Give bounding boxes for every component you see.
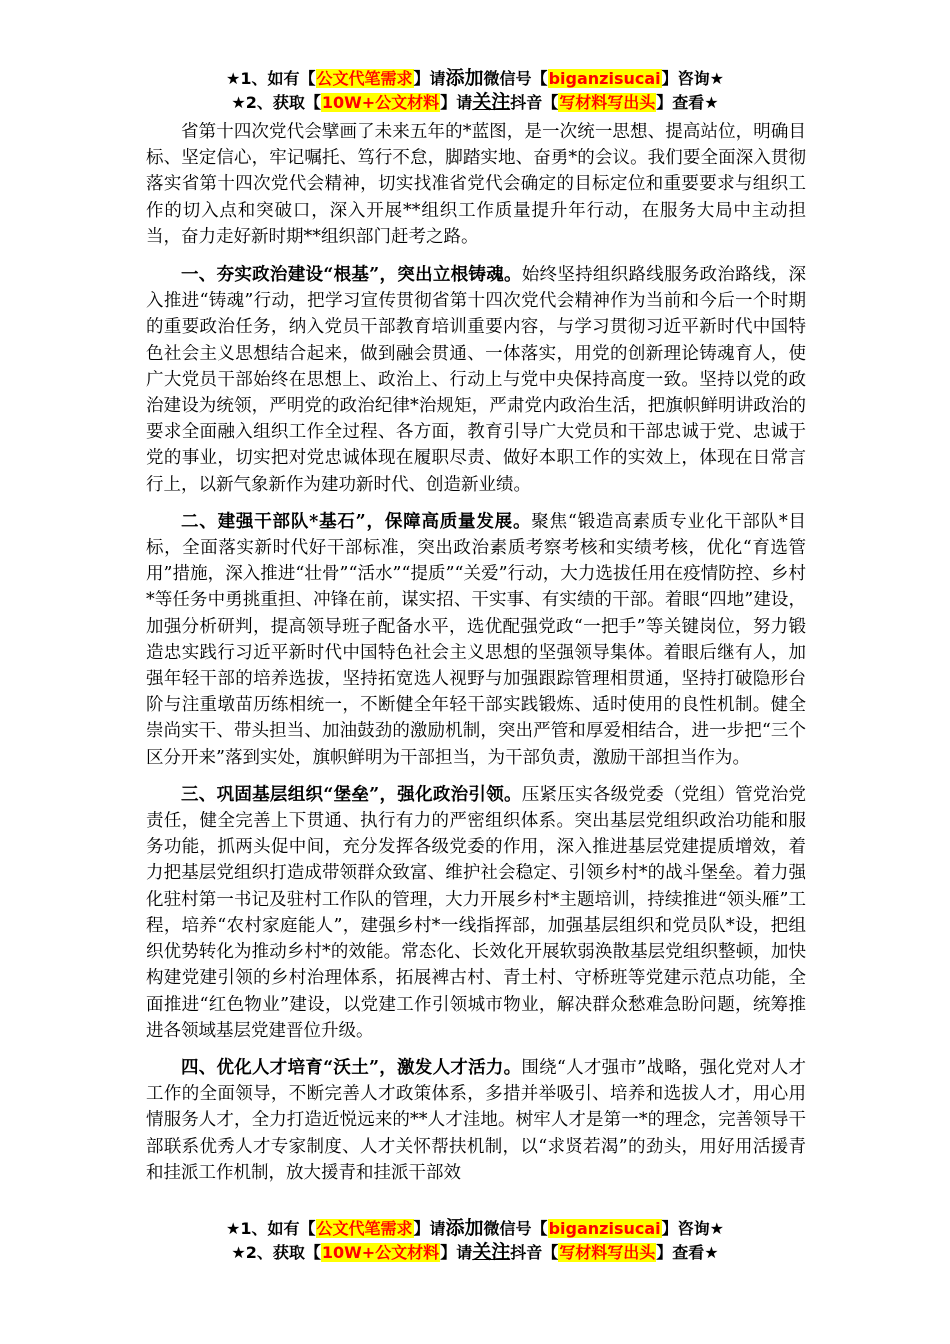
banner-line-1: [0, 1216, 950, 1240]
section-heading: 一、夯实政治建设“根基”，突出立根铸魂。: [181, 265, 522, 286]
banner-text: 抖音【: [510, 1243, 559, 1262]
highlight-douyin-account: 写材料写出头: [559, 1243, 656, 1262]
section-body: 围绕“人才强市”战略，强化党对人才工作的全面领导，不断完善人才政策体系，多措并举吸引、培养和选拔人才，用心用情服务人才，全力打造近悦远来的**人才洼地。树牢人才是第一*的理念，完善领导干部联系优秀人才专家制度、人才关怀帮扶机制，以“求贤若渴”的劲头，用好用活援青和挂派工作机制，放大援青和挂派干部效: [146, 1057, 806, 1183]
header-banner: [0, 66, 950, 114]
banner-text: 】咨询★: [661, 69, 724, 88]
banner-emphasis: 关注: [472, 1241, 511, 1263]
footer-banner: [0, 1216, 950, 1264]
highlight-materials: 10W+公文材料: [321, 93, 440, 112]
banner-text: 】请: [413, 69, 446, 88]
banner-text: 微信号【: [483, 69, 548, 88]
highlight-service: 公文代笔需求: [316, 69, 413, 88]
section-body: 聚焦“锻造高素质专业化干部队*目标，全面落实新时代好干部标准，突出政治素质考察考核和实绩考核，优化“育选管用”措施，深入推进“壮骨”“活水”“提质”“关爱”行动，大力选拔任用在疫情防控、乡村*等任务中勇挑重担、冲锋在前，谋实招、干实事、有实绩的干部。着眼“四地”建设，加强分析研判，提高领导班子配备水平，选优配强党政“一把手”等关键岗位，努力锻造忠实践行习近平新时代中国特色社会主义思想的坚强领导集体。着眼后继有人，加强年轻干部的培养选拔，坚持拓宽选人视野与加强跟踪管理相贯通，坚持打破隐形台阶与注重墩苗历练相统一，不断健全年轻干部实践锻炼、适时使用的良性机制。健全崇尚实干、带头担当、加油鼓劲的激励机制，突出严管和厚爱相结合，进一步把“三个区分开来”落到实处，旗帜鲜明为干部担当，为干部负责，激励干部担当作为。: [146, 511, 806, 768]
banner-text: 】请: [413, 1219, 446, 1238]
banner-line-1: [0, 66, 950, 90]
section-paragraph-4: [146, 1055, 806, 1186]
highlight-materials: 10W+公文材料: [321, 1243, 440, 1262]
banner-emphasis: 添加: [445, 67, 484, 89]
banner-emphasis: 关注: [472, 91, 511, 113]
section-body: 始终坚持组织路线服务政治路线，深入推进“铸魂”行动，把学习宣传贯彻省第十四次党代会精神作为当前和今后一个时期的重要政治任务，纳入党员干部教育培训重要内容，与学习贯彻习近平新时代中国特色社会主义思想结合起来，做到融会贯通、一体落实，用党的创新理论铸魂育人，使广大党员干部始终在思想上、政治上、行动上与党中央保持高度一致。坚持以党的政治建设为统领，严明党的政治纪律*治规矩，严肃党内政治生活，把旗帜鲜明讲政治的要求全面融入组织工作全过程、各方面，教育引导广大党员和干部忠诚于党、忠诚于党的事业，切实把对党忠诚体现在履职尽责、做好本职工作的实效上，体现在日常言行上，以新气象新作为建功新时代、创造新业绩。: [146, 265, 806, 495]
banner-text: 微信号【: [483, 1219, 548, 1238]
highlight-douyin-account: 写材料写出头: [559, 93, 656, 112]
section-paragraph-1: [146, 262, 806, 498]
banner-text: ★1、如有【: [226, 69, 316, 88]
section-heading: 二、建强干部队*基石”，保障高质量发展。: [181, 511, 532, 532]
banner-line-2: [0, 90, 950, 114]
banner-text: 抖音【: [510, 93, 559, 112]
highlight-service: 公文代笔需求: [316, 1219, 413, 1238]
banner-text: 】咨询★: [661, 1219, 724, 1238]
banner-text: ★2、获取【: [231, 1243, 321, 1262]
document-body: [146, 119, 806, 1197]
banner-line-2: [0, 1240, 950, 1264]
banner-text: 】查看★: [656, 1243, 719, 1262]
banner-emphasis: 添加: [445, 1217, 484, 1239]
highlight-wechat-id: biganzisucai: [548, 69, 661, 88]
section-body: 压紧压实各级党委（党组）管党治党责任，健全完善上下贯通、执行有力的严密组织体系。突出基层党组织政治功能和服务功能，抓两头促中间，充分发挥各级党委的作用，深入推进基层党建提质增效，着力把基层党组织打造成带领群众致富、维护社会稳定、引领乡村*的战斗堡垒。着力强化驻村第一书记及驻村工作队的管理，大力开展乡村*主题培训，持续推进“领头雁”工程，培养“农村家庭能人”，建强乡村*一线指挥部，加强基层组织和党员队*设，把组织优势转化为推动乡村*的效能。常态化、长效化开展软弱涣散基层党组织整顿，加快构建党建引领的乡村治理体系，拓展裨古村、青土村、守桥班等党建示范点功能，全面推进“红色物业”建设，以党建工作引领城市物业，解决群众愁难急盼问题，统筹推进各领域基层党建晋位升级。: [146, 784, 806, 1041]
banner-text: 】请: [440, 93, 473, 112]
section-paragraph-2: [146, 509, 806, 771]
highlight-wechat-id: biganzisucai: [548, 1219, 661, 1238]
section-heading: 四、优化人才培育“沃土”，激发人才活力。: [181, 1057, 522, 1078]
section-paragraph-3: [146, 782, 806, 1044]
section-heading: 三、巩固基层组织“堡垒”，强化政治引领。: [181, 784, 522, 805]
banner-text: ★1、如有【: [226, 1219, 316, 1238]
banner-text: ★2、获取【: [231, 93, 321, 112]
intro-paragraph: 省第十四次党代会擘画了未来五年的*蓝图，是一次统一思想、提高站位，明确目标、坚定信心，牢记嘱托、笃行不怠，脚踏实地、奋勇*的会议。我们要全面深入贯彻落实省第十四次党代会精神，切实找准省党代会确定的目标定位和重要要求与组织工作的切入点和突破口，深入开展**组织工作质量提升年行动，在服务大局中主动担当，奋力走好新时期**组织部门赶考之路。: [146, 122, 806, 247]
banner-text: 】查看★: [656, 93, 719, 112]
banner-text: 】请: [440, 1243, 473, 1262]
